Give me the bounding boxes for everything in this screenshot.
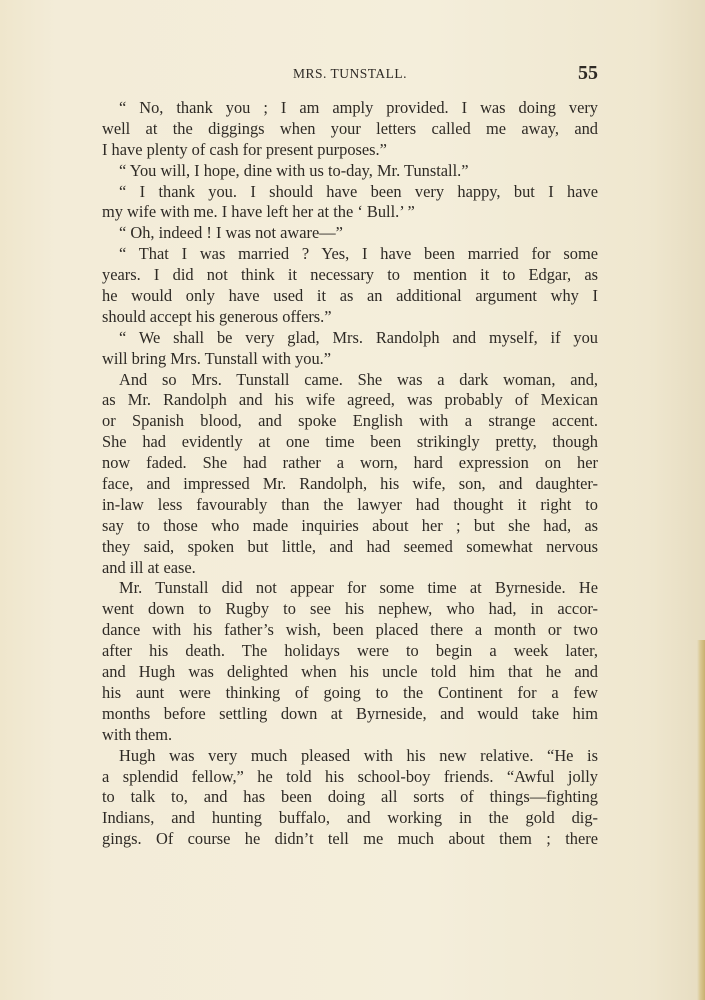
text-line: and Hugh was delighted when his uncle told him that he and bbox=[102, 662, 598, 682]
text-line: Mr. Tunstall did not appear for some time at Byrneside. He bbox=[119, 578, 598, 598]
text-line: to talk to, and has been doing all sorts of things—fighting bbox=[102, 787, 598, 807]
page-header bbox=[102, 62, 598, 88]
text-line: in-law less favourably than the lawyer had thought it right to bbox=[102, 494, 598, 514]
page-number: 55 bbox=[578, 62, 598, 84]
text-line: “ You will, I hope, dine with us to-day, Mr. Tunstall.” bbox=[119, 160, 469, 180]
text-line: his aunt were thinking of going to the Continent for a few bbox=[102, 682, 598, 702]
text-line: or Spanish blood, and spoke English with a strange accent. bbox=[102, 411, 598, 431]
text-line: and ill at ease. bbox=[102, 557, 196, 577]
body-text bbox=[102, 98, 598, 850]
text-line: She had evidently at one time been strikingly pretty, though bbox=[102, 432, 598, 452]
text-line: now faded. She had rather a worn, hard expression on her bbox=[102, 453, 598, 473]
text-line: after his death. The holidays were to begin a week later, bbox=[102, 641, 598, 661]
text-line: went down to Rugby to see his nephew, who had, in accor- bbox=[102, 599, 598, 619]
text-line: a splendid fellow,” he told his school-boy friends. “Awful jolly bbox=[102, 766, 598, 786]
text-line: “ That I was married ? Yes, I have been married for some bbox=[119, 244, 598, 264]
page-edge-shadow bbox=[697, 640, 705, 1000]
text-line: my wife with me. I have left her at the ‘ Bull.’ ” bbox=[102, 202, 415, 222]
text-line: gings. Of course he didn’t tell me much about them ; there bbox=[102, 829, 598, 849]
text-line: well at the diggings when your letters called me away, and bbox=[102, 118, 598, 138]
text-line: And so Mrs. Tunstall came. She was a dark woman, and, bbox=[119, 369, 598, 389]
text-line: “ We shall be very glad, Mrs. Randolph and myself, if you bbox=[119, 327, 598, 347]
text-line: months before settling down at Byrneside, and would take him bbox=[102, 703, 598, 723]
text-line: Hugh was very much pleased with his new relative. “He is bbox=[119, 745, 598, 765]
text-line: “ Oh, indeed ! I was not aware—” bbox=[119, 223, 343, 243]
text-line: he would only have used it as an additional argument why I bbox=[102, 286, 598, 306]
text-line: will bring Mrs. Tunstall with you.” bbox=[102, 348, 332, 368]
text-line: should accept his generous offers.” bbox=[102, 306, 332, 326]
text-line: “ I thank you. I should have been very happy, but I have bbox=[119, 181, 598, 201]
text-line: “ No, thank you ; I am amply provided. I was doing very bbox=[119, 98, 598, 117]
text-line: Indians, and hunting buffalo, and working in the gold dig- bbox=[102, 808, 598, 828]
text-line: I have plenty of cash for present purposes.” bbox=[102, 139, 387, 159]
text-line: with them. bbox=[102, 724, 173, 744]
text-line: face, and impressed Mr. Randolph, his wife, son, and daughter- bbox=[102, 474, 598, 494]
text-line: they said, spoken but little, and had seemed somewhat nervous bbox=[102, 536, 598, 556]
text-line: years. I did not think it necessary to mention it to Edgar, as bbox=[102, 265, 598, 285]
text-line: dance with his father’s wish, been placed there a month or two bbox=[102, 620, 598, 640]
running-head: MRS. TUNSTALL. bbox=[292, 66, 408, 81]
text-line: as Mr. Randolph and his wife agreed, was probably of Mexican bbox=[102, 390, 598, 410]
text-line: say to those who made inquiries about her ; but she had, as bbox=[102, 515, 598, 535]
